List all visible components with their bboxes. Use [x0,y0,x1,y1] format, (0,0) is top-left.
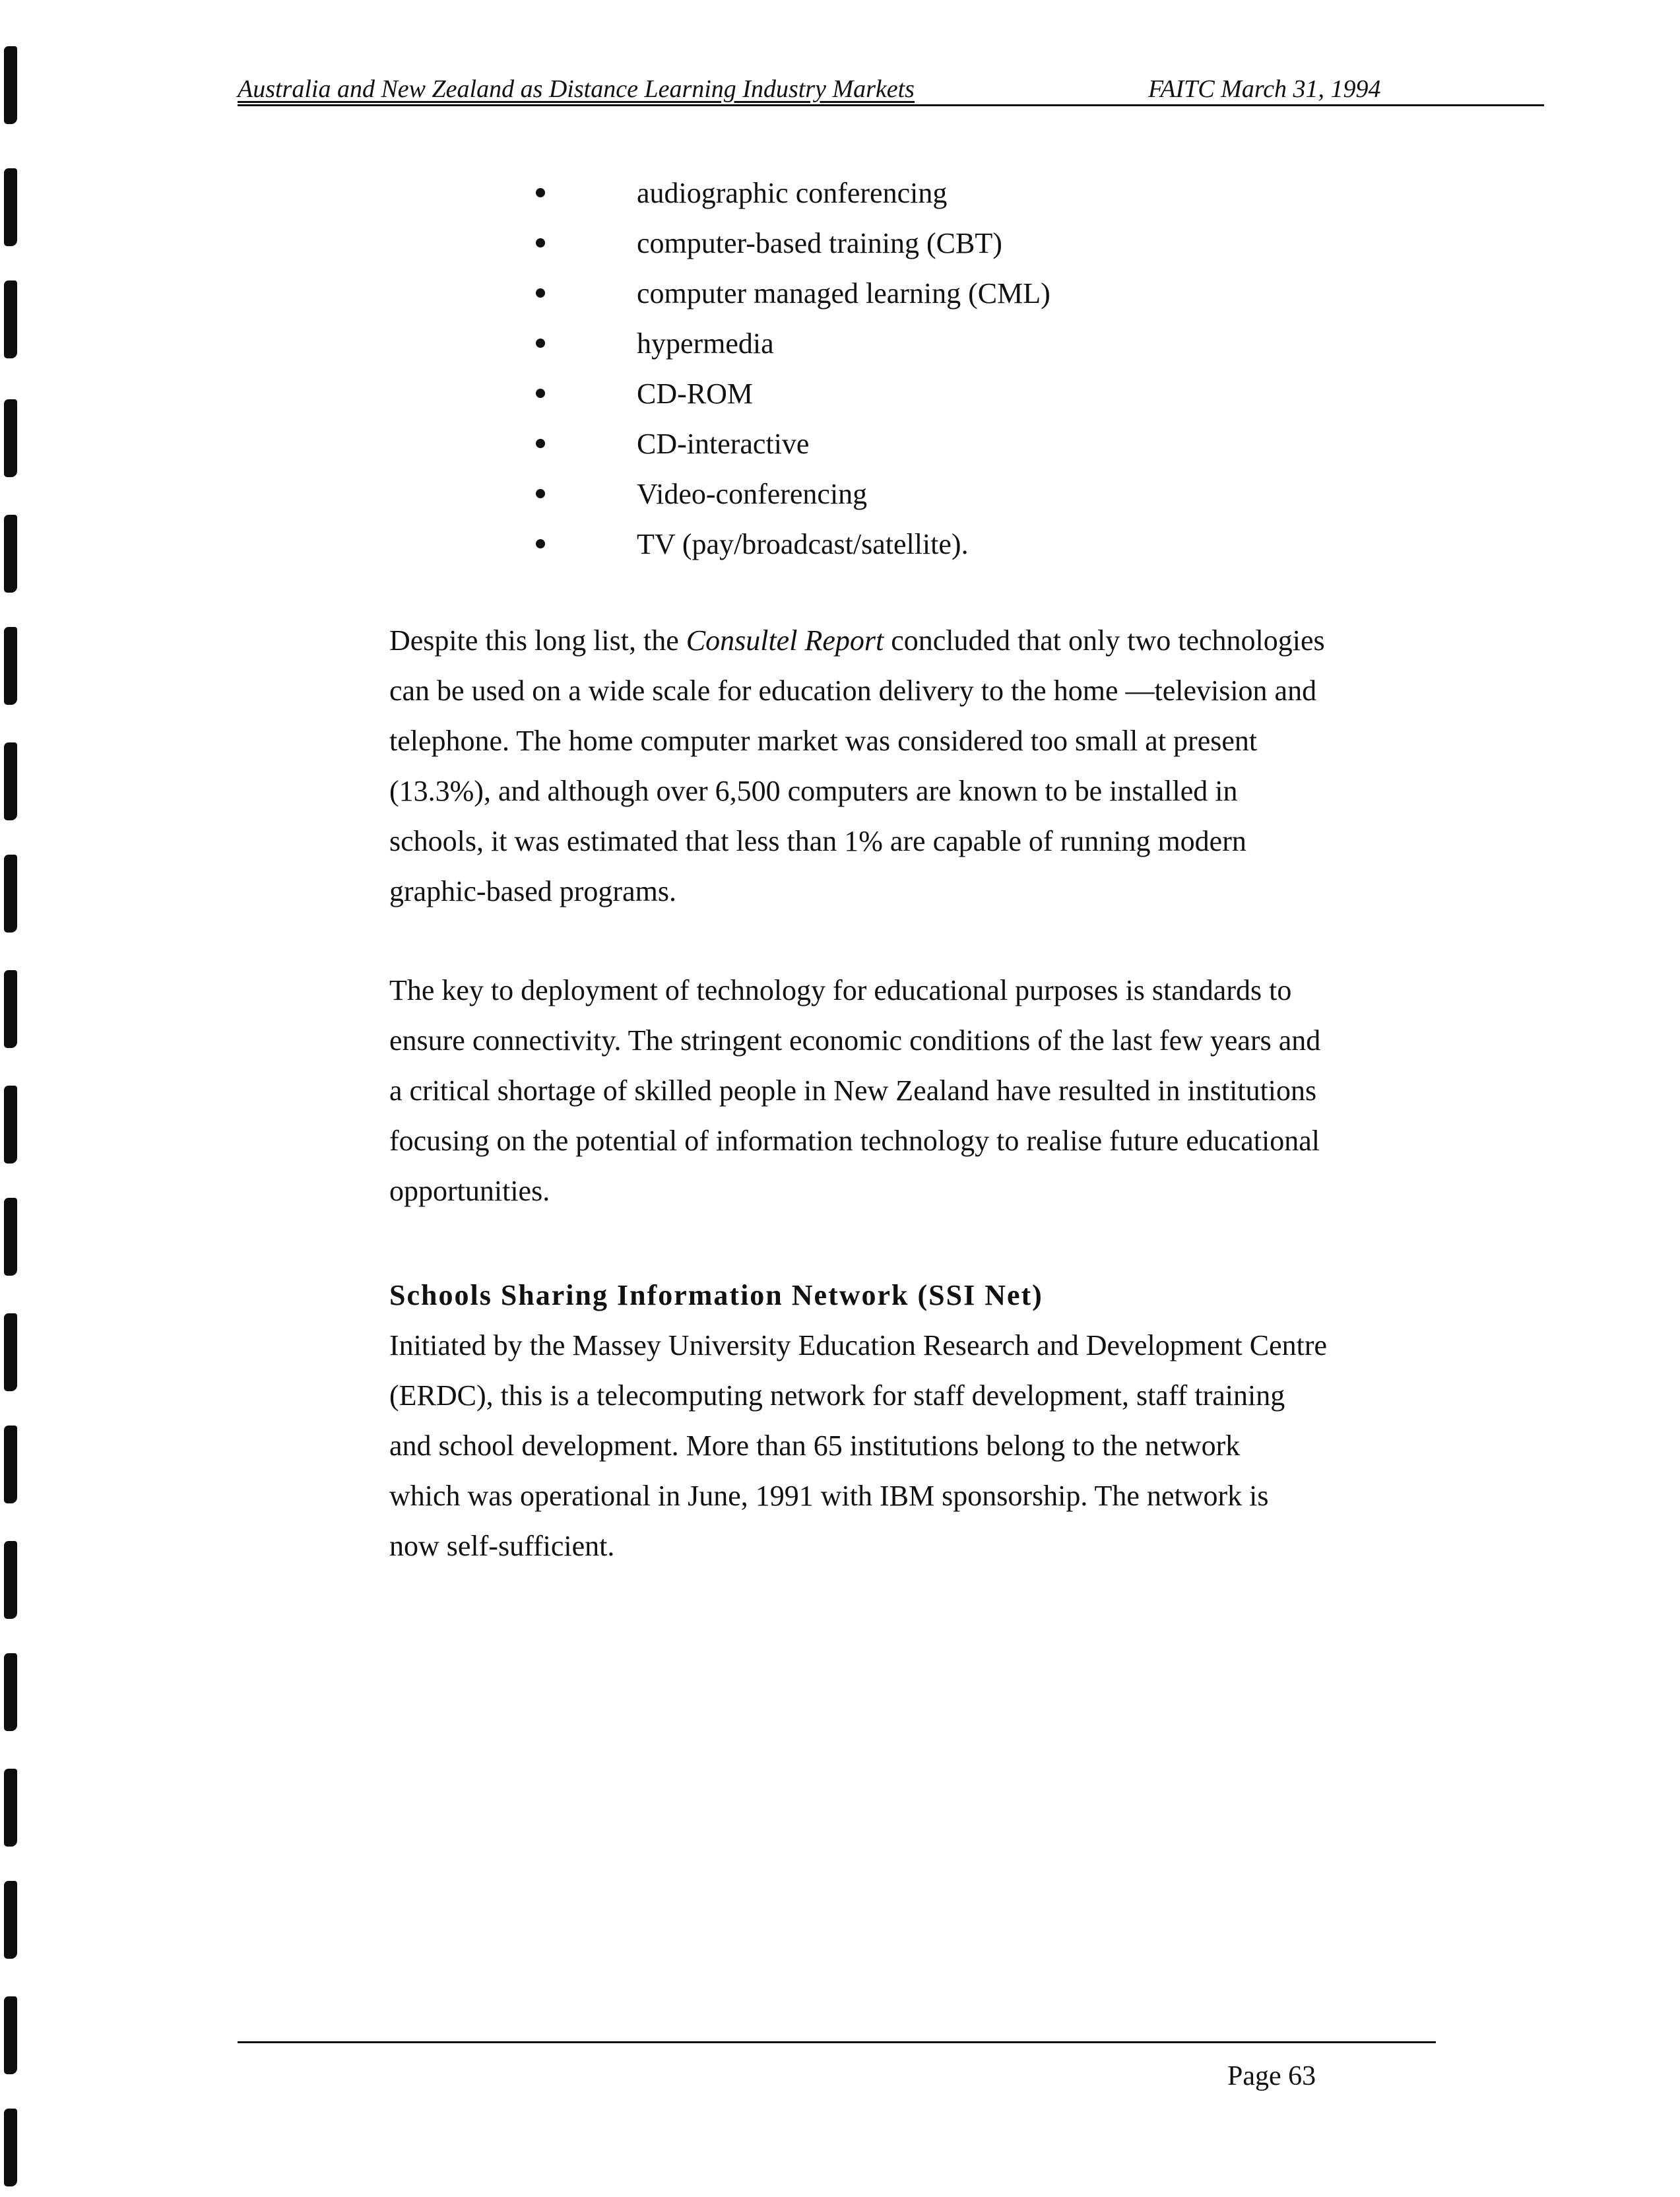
bullet-icon [536,339,545,348]
list-item-text: audiographic conferencing [637,177,948,209]
paragraph-line: schools, it was estimated that less than 1% are capable of running modern [389,825,1246,857]
binding-mark [4,1086,17,1164]
list-item-text: hypermedia [637,327,774,360]
text-run: Despite this long list, the [389,624,686,657]
running-header [238,73,1544,106]
paragraph-line: (13.3%), and although over 6,500 computers are known to be installed in [389,775,1238,807]
header-rule [238,104,1544,106]
text-run: concluded that only two technologies [884,624,1325,657]
paragraph-line: The key to deployment of technology for educational purposes is standards to [389,974,1292,1006]
list-item [528,168,1452,218]
paragraph-consultel [389,616,1445,917]
list-item-text: computer-based training (CBT) [637,227,1002,259]
paragraph-ssi-net [389,1321,1445,1571]
binding-mark [4,280,17,358]
paragraph-line: Initiated by the Massey University Education Research and Development Centre [389,1329,1328,1361]
binding-mark [4,1198,17,1276]
binding-mark [4,627,17,705]
report-title: Consultel Report [686,624,884,657]
list-item [528,469,1452,519]
binding-mark [4,399,17,477]
paragraph-line: telephone. The home computer market was considered too small at present [389,725,1258,757]
list-item-text: Video-conferencing [637,478,868,510]
paragraph-line: can be used on a wide scale for education delivery to the home —television and [389,674,1317,707]
binding-mark [4,1769,17,1847]
binding-mark [4,1313,17,1391]
list-item [528,419,1452,469]
paragraph-line: (ERDC), this is a telecomputing network for staff development, staff training [389,1379,1285,1412]
list-item [528,319,1452,369]
bullet-icon [536,188,545,197]
binding-mark [4,742,17,820]
list-item [528,218,1452,269]
bullet-icon [536,389,545,398]
list-item [528,269,1452,319]
binding-mark [4,855,17,933]
binding-mark [4,2109,17,2186]
binding-mark [4,1426,17,1503]
paragraph-line: focusing on the potential of information technology to realise future educational [389,1125,1320,1157]
list-item [528,369,1452,419]
list-item-text: computer managed learning (CML) [637,277,1050,310]
list-item-text: TV (pay/broadcast/satellite). [637,528,969,560]
paragraph-standards [389,966,1445,1216]
header-title: Australia and New Zealand as Distance Learning Industry Markets [238,75,915,103]
bullet-icon [536,238,545,247]
binding-mark [4,168,17,246]
list-item-text: CD-ROM [637,377,754,410]
binding-mark [4,46,17,124]
paragraph-line: graphic-based programs. [389,875,676,907]
list-item [528,519,1452,570]
binding-mark [4,970,17,1048]
binding-mark [4,1653,17,1731]
section-heading: Schools Sharing Information Network (SSI Net) [389,1279,1043,1311]
bullet-icon [536,288,545,298]
paragraph-line: ensure connectivity. The stringent economic conditions of the last few years and [389,1024,1321,1057]
page-number: Page 63 [1227,2061,1316,2091]
footer-rule [238,2041,1436,2043]
paragraph-line [389,616,1445,666]
binding-mark [4,1881,17,1959]
bullet-icon [536,439,545,448]
paragraph-line: a critical shortage of skilled people in New Zealand have resulted in institutions [389,1074,1317,1107]
header-date: FAITC March 31, 1994 [1148,75,1381,103]
paragraph-line: and school development. More than 65 institutions belong to the network [389,1429,1241,1462]
binding-mark [4,1541,17,1619]
technology-list [528,168,1452,570]
binding-mark [4,1996,17,2074]
bullet-icon [536,489,545,498]
paragraph-line: which was operational in June, 1991 with IBM sponsorship. The network is [389,1480,1269,1512]
paragraph-line: now self-sufficient. [389,1530,615,1562]
binding-mark [4,515,17,593]
bullet-icon [536,539,545,548]
paragraph-line: opportunities. [389,1175,550,1207]
list-item-text: CD-interactive [637,428,810,460]
